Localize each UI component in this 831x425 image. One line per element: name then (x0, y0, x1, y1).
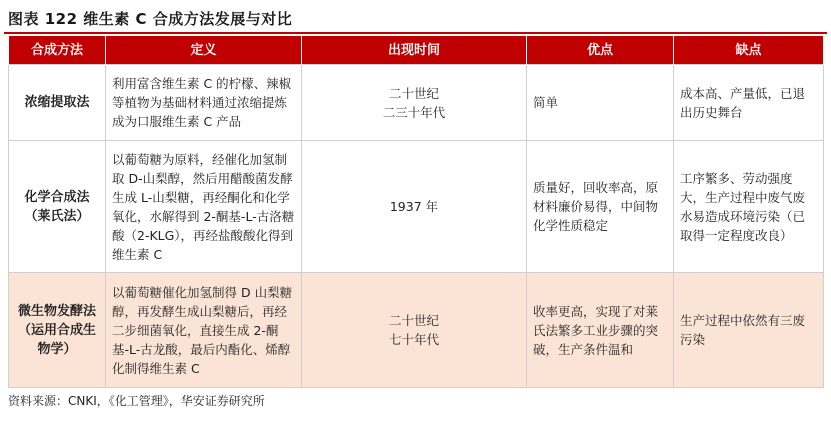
method-cell: 化学合成法 （莱氏法） (9, 141, 106, 273)
time-cell: 二十世纪 二三十年代 (302, 65, 527, 141)
figure-title: 图表 122 维生素 C 合成方法发展与对比 (8, 10, 293, 28)
table-row-highlighted (9, 273, 824, 388)
cons-cell: 工序繁多、劳动强度大，生产过程中废气废水易造成环境污染（已取得一定程度改良） (674, 141, 824, 273)
source-note: 资料来源：CNKI，《化工管理》，华安证券研究所 (8, 394, 265, 408)
col-header-cons: 缺点 (674, 36, 824, 65)
definition-cell: 以葡萄糖为原料，经催化加氢制取 D-山梨醇，然后用醋酸菌发酵生成 L-山梨糖，再经酮化和化学氧化，水解得到 2-酮基-L-古洛糖酸（2-KLG），再经盐酸酸化得到维生素 C (106, 141, 302, 273)
method-cell: 微生物发酵法 （运用合成生物学） (9, 273, 106, 388)
definition-cell: 利用富含维生素 C 的柠檬、辣椒等植物为基础材料通过浓缩提炼成为口服维生素 C 产品 (106, 65, 302, 141)
cons-cell: 成本高、产量低，已退出历史舞台 (674, 65, 824, 141)
comparison-table (8, 36, 824, 388)
table-row (9, 65, 824, 141)
cons-cell: 生产过程中依然有三废污染 (674, 273, 824, 388)
title-rule (4, 32, 827, 34)
header-row (9, 36, 824, 65)
pros-cell: 质量好，回收率高，原材料廉价易得，中间物化学性质稳定 (527, 141, 674, 273)
pros-cell: 收率更高，实现了对莱氏法繁多工业步骤的突破，生产条件温和 (527, 273, 674, 388)
time-cell: 二十世纪 七十年代 (302, 273, 527, 388)
col-header-method: 合成方法 (9, 36, 106, 65)
method-cell: 浓缩提取法 (9, 65, 106, 141)
table-row (9, 141, 824, 273)
time-cell: 1937 年 (302, 141, 527, 273)
pros-cell: 简单 (527, 65, 674, 141)
col-header-pros: 优点 (527, 36, 674, 65)
col-header-time: 出现时间 (302, 36, 527, 65)
col-header-definition: 定义 (106, 36, 302, 65)
definition-cell: 以葡萄糖催化加氢制得 D 山梨糖醇，再发酵生成山梨糖后，再经二步细菌氧化，直接生成 2-酮基-L-古龙酸，最后内酯化、烯醇化制得维生素 C (106, 273, 302, 388)
